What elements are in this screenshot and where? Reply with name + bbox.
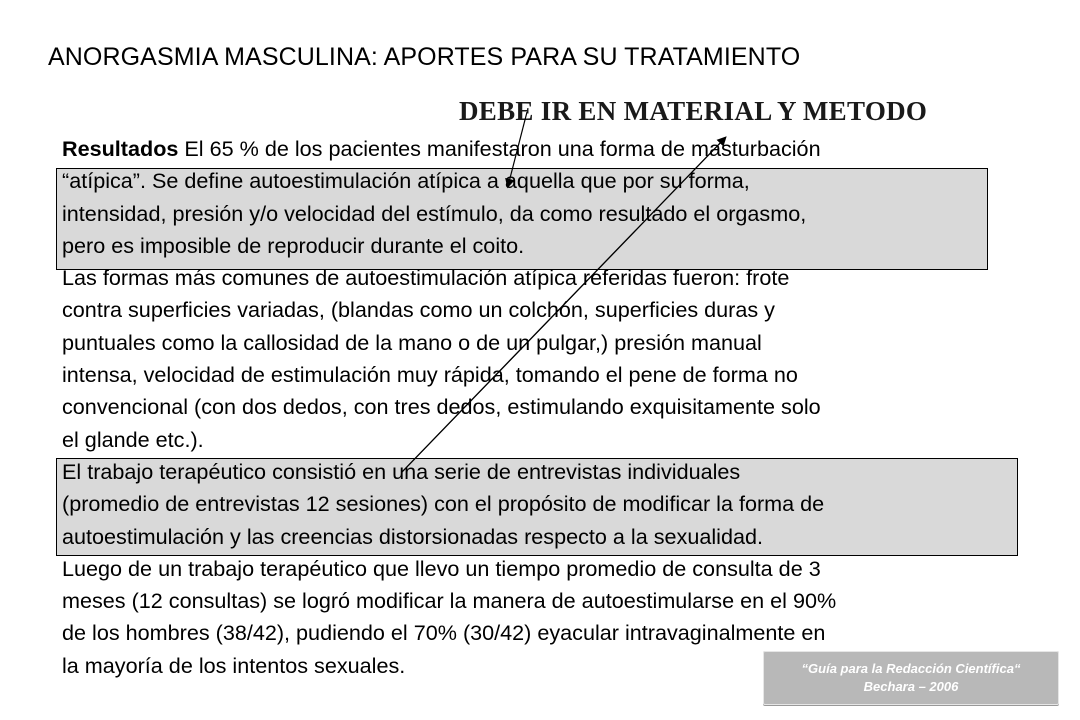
source-badge xyxy=(763,651,1059,705)
text-line: pero es imposible de reproducir durante el coito. xyxy=(62,232,525,258)
text-line: intensa, velocidad de estimulación muy rápida, tomando el pene de forma no xyxy=(62,362,798,388)
text-line: Luego de un trabajo terapéutico que llevo un tiempo promedio de consulta de 3 xyxy=(62,555,821,581)
text-line: meses (12 consultas) se logró modificar la manera de autoestimularse en el 90% xyxy=(62,588,837,614)
source-title: “Guía para la Redacción Científica“ xyxy=(801,661,1021,676)
text-line: de los hombres (38/42), pudiendo el 70% (30/42) eyacular intravaginalmente en xyxy=(62,620,826,646)
text-line: contra superficies variadas, (blandas como un colchón, superficies duras y xyxy=(62,297,775,323)
text-line: el glande etc.). xyxy=(62,426,204,452)
results-text xyxy=(62,133,1062,682)
text-line: puntuales como la callosidad de la mano o de un pulgar,) presión manual xyxy=(62,329,762,355)
text-line: Las formas más comunes de autoestimulación atípica referidas fueron: frote xyxy=(62,265,790,291)
text-line: la mayoría de los intentos sexuales. xyxy=(62,652,406,678)
text-line: convencional (con dos dedos, con tres dedos, estimulando exquisitamente solo xyxy=(62,394,821,420)
text-line: intensidad, presión y/o velocidad del estímulo, da como resultado el orgasmo, xyxy=(62,200,807,226)
results-label: Resultados xyxy=(62,136,179,161)
source-author: Bechara – 2006 xyxy=(863,679,959,694)
text-line: (promedio de entrevistas 12 sesiones) con el propósito de modificar la forma de xyxy=(62,491,825,517)
text-line: autoestimulación y las creencias distorsionadas respecto a la sexualidad. xyxy=(62,523,763,549)
page-title: ANORGASMIA MASCULINA: APORTES PARA SU TRATAMIENTO xyxy=(48,43,801,71)
text-line: “atípica”. Se define autoestimulación atípica a aquella que por su forma, xyxy=(62,168,750,194)
editor-note: DEBE IR EN MATERIAL Y METODO xyxy=(459,96,928,126)
text-line: El trabajo terapéutico consistió en una serie de entrevistas individuales xyxy=(62,458,741,484)
text-line: Resultados El 65 % de los pacientes manifestaron una forma de masturbación xyxy=(62,136,821,161)
